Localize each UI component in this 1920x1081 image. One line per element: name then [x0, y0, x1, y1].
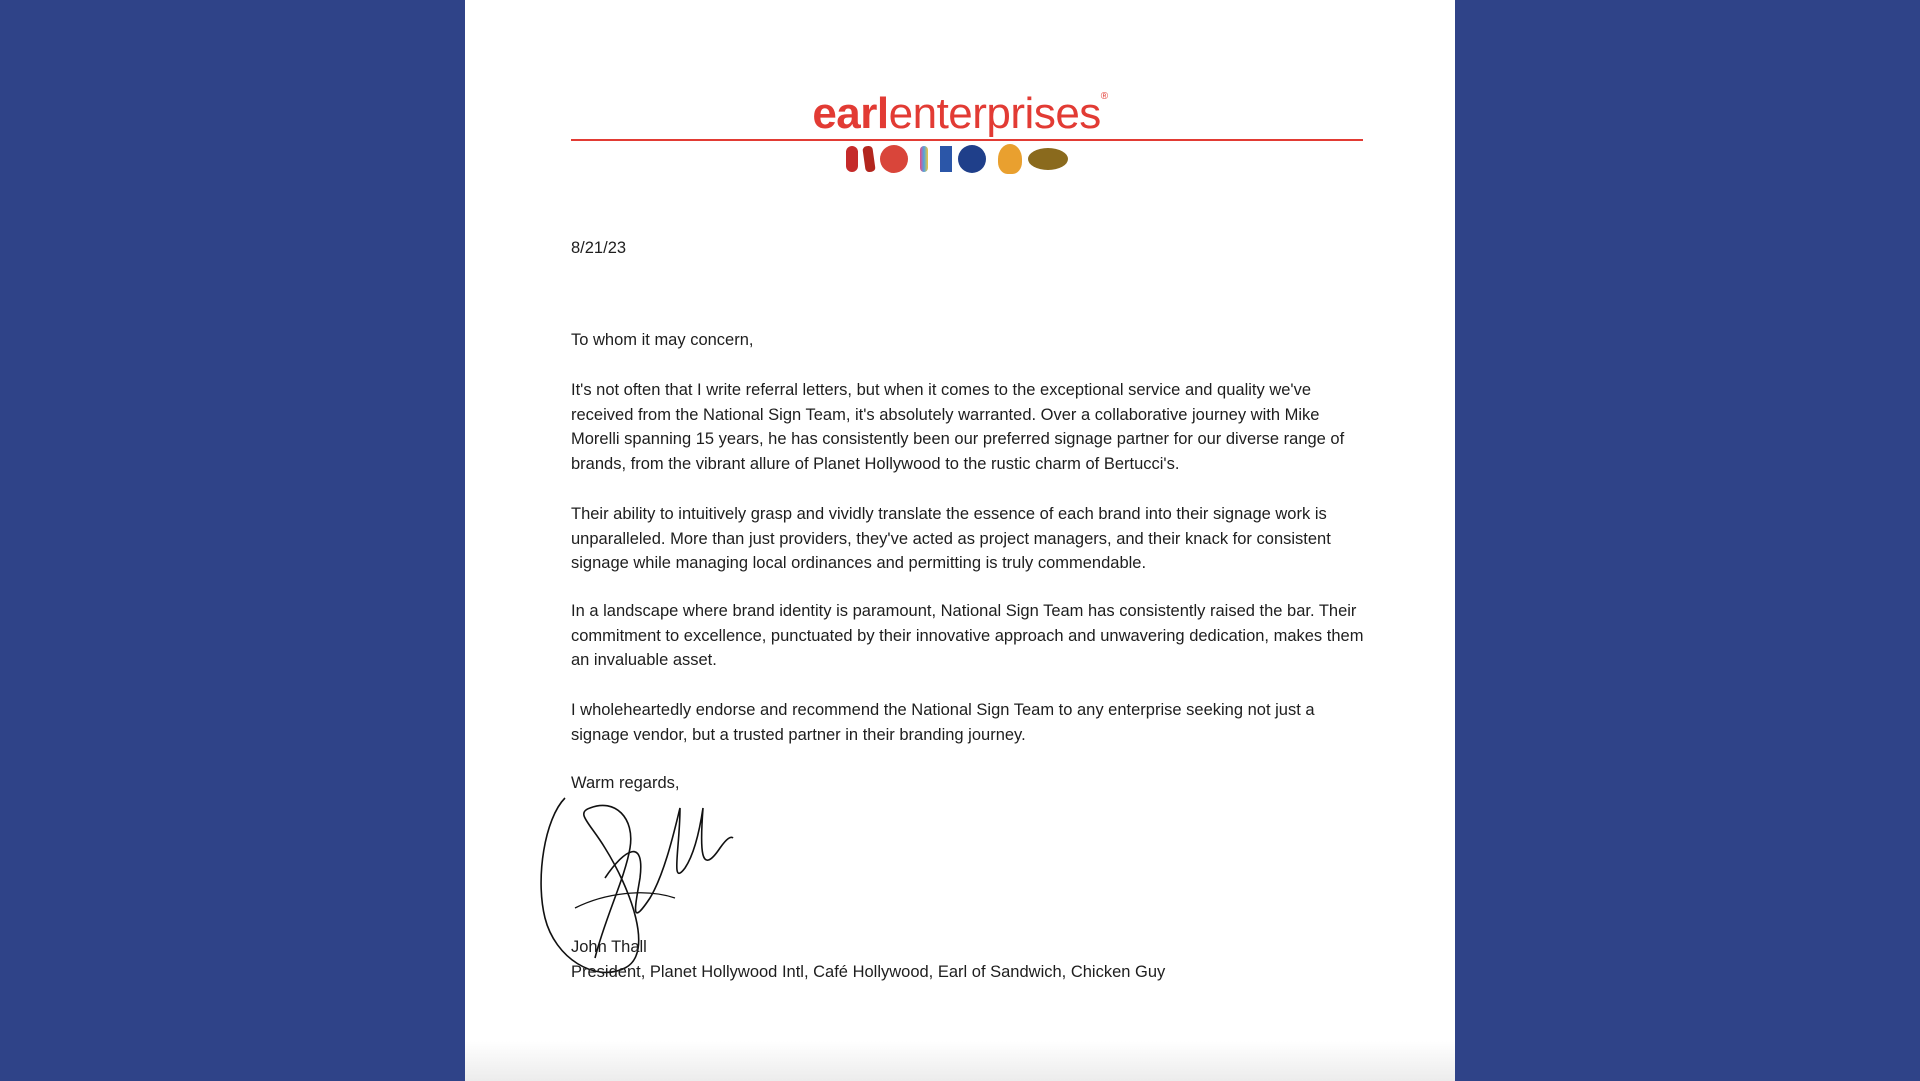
earl-enterprises-logo: [465, 89, 1455, 138]
logo-earl-text: earl: [812, 89, 889, 138]
letter-greeting: To whom it may concern,: [571, 331, 754, 349]
brand-logo-chicken-guy: [998, 144, 1022, 174]
letter-paragraph-4: I wholeheartedly endorse and recommend the National Sign Team to any enterprise seeking not just a signage vendor, but a trusted partner in their branding journey.: [571, 701, 1315, 744]
brand-logo-cafe-hollywood: [920, 146, 928, 172]
signer-name: John Thall: [571, 938, 647, 956]
signer-title: President, Planet Hollywood Intl, Café Hollywood, Earl of Sandwich, Chicken Guy: [571, 963, 1166, 981]
letter-paragraph-1: It's not often that I write referral letters, but when it comes to the exceptional service and quality we've received from the National Sign Team, it's absolutely warranted. Over a collaborative journey with Mike Morelli spanning 15 years, he has consistently been our preferred signage partner for our diverse range of brands, from the vibrant allure of Planet Hollywood to the rustic charm of Bertucci's.: [571, 381, 1345, 473]
letterhead-rule: [571, 139, 1363, 141]
brand-logo-earl-of-sandwich: [880, 145, 908, 173]
letter-date: 8/21/23: [571, 239, 627, 257]
logo-enterprises-text: enterprises: [888, 89, 1101, 138]
brand-logo-script: [940, 146, 952, 172]
letter-page: [465, 0, 1455, 1081]
brand-logo-hollywood: [1028, 148, 1068, 170]
letter-paragraph-3: In a landscape where brand identity is paramount, National Sign Team has consistently raised the bar. Their commitment to excellence, punctuated by their innovative approach and unwavering dedication, makes them an invaluable asset.: [571, 602, 1364, 669]
registered-mark: ®: [1100, 91, 1108, 102]
brand-logo-strip: [465, 144, 1455, 174]
brand-logo-buca: [862, 145, 876, 172]
letter-closing: Warm regards,: [571, 774, 680, 792]
letter-paragraph-2: Their ability to intuitively grasp and vividly translate the essence of each brand into their signage work is unparalleled. More than just providers, they've acted as project managers, and their knack for consistent signage while managing local ordinances and permitting is truly commendable.: [571, 505, 1331, 572]
brand-logo-planet-hollywood: [846, 146, 858, 172]
brand-logo-seaside: [958, 145, 986, 173]
